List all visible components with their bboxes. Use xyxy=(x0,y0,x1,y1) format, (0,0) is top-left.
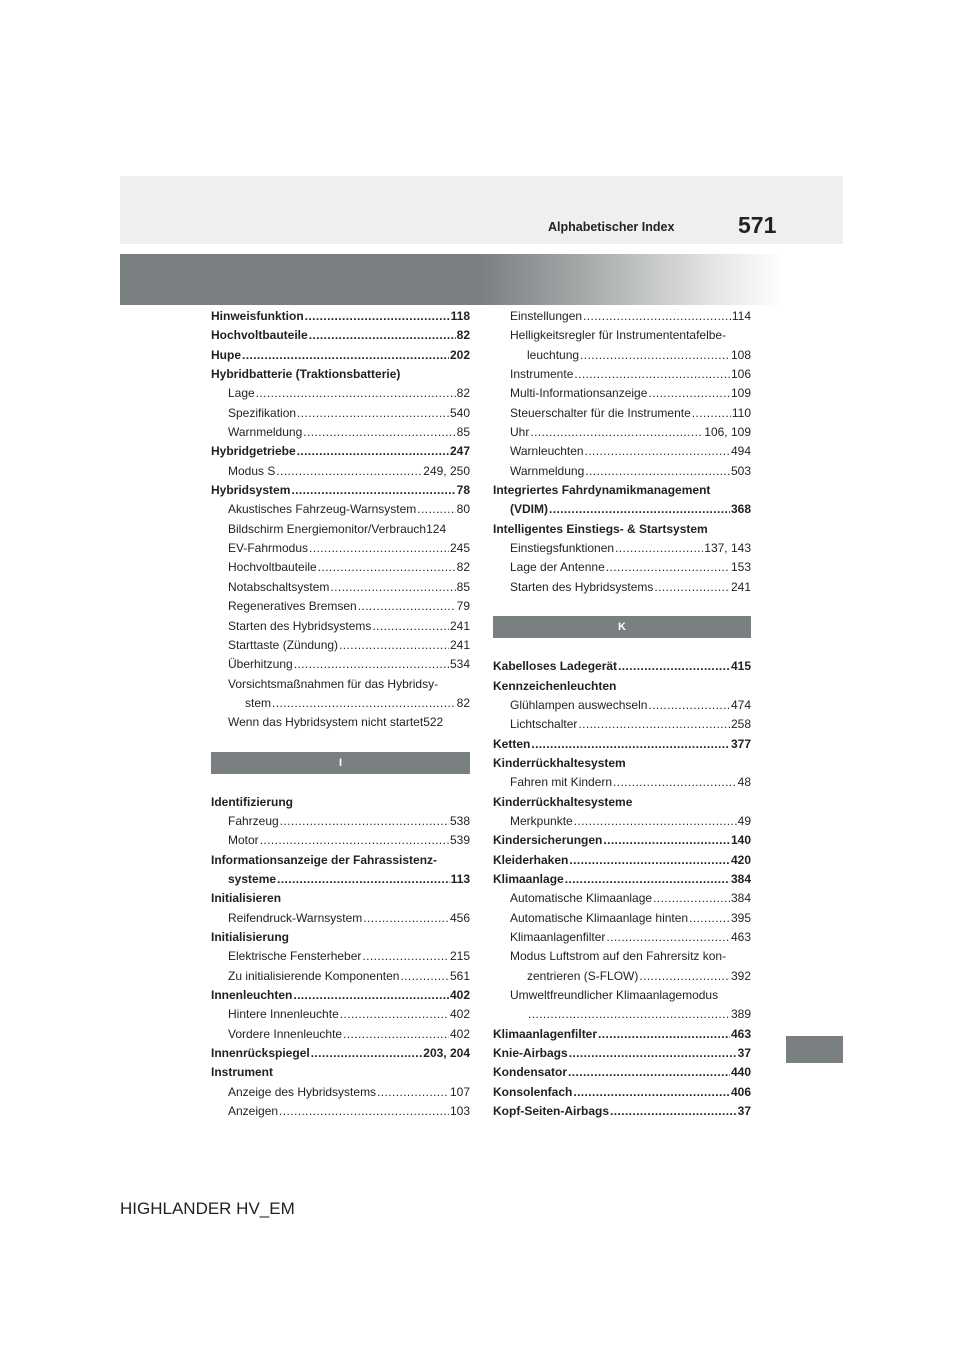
page-reference: 82 xyxy=(456,386,470,401)
dot-leader xyxy=(639,967,730,986)
index-term: Identifizierung xyxy=(211,794,293,809)
index-term: Einstellungen xyxy=(510,309,583,323)
index-entry xyxy=(211,578,470,597)
dot-leader xyxy=(568,1063,730,1082)
page-reference: 114 xyxy=(731,309,751,323)
page-reference: 249, 250 xyxy=(423,463,470,478)
index-entry xyxy=(211,481,470,500)
index-term: Warnmeldung xyxy=(228,425,303,440)
dot-leader xyxy=(330,578,455,597)
page-reference: 534 xyxy=(449,657,470,672)
index-term: Überhitzung xyxy=(228,657,293,672)
index-entry xyxy=(211,1005,470,1024)
dot-leader xyxy=(528,1005,730,1024)
index-entry xyxy=(493,715,751,734)
index-term: Integriertes Fahrdynamikmanagement xyxy=(493,483,711,498)
index-term: Spezifikation xyxy=(228,405,297,420)
index-entry xyxy=(211,442,470,461)
letter-section-header: K xyxy=(493,616,751,638)
dot-leader xyxy=(400,967,449,986)
page-reference: 241 xyxy=(449,637,470,652)
page-reference: 395 xyxy=(730,910,751,925)
dot-leader xyxy=(569,1044,737,1063)
index-term: Kinderrückhaltesystem xyxy=(493,755,626,770)
index-entry xyxy=(493,889,751,908)
page-reference: 85 xyxy=(456,425,470,440)
index-entry xyxy=(211,1083,470,1102)
index-term: Hochvoltbauteile xyxy=(228,560,317,575)
dot-leader xyxy=(417,500,455,519)
index-term: Motor xyxy=(228,833,259,848)
page-reference: 377 xyxy=(730,736,751,751)
index-entry xyxy=(211,909,470,928)
dot-leader xyxy=(242,346,449,365)
index-term: EV-Fahrmodus xyxy=(228,541,309,556)
dot-leader xyxy=(305,307,450,326)
dot-leader xyxy=(297,404,449,423)
index-term: Kennzeichenleuchten xyxy=(493,678,617,693)
page-reference: 82 xyxy=(456,695,470,710)
index-term: Bildschirm Energiemonitor/Verbrauch xyxy=(228,521,427,536)
dot-leader xyxy=(574,365,730,384)
page-reference: 37 xyxy=(737,1046,751,1061)
dot-leader xyxy=(318,558,456,577)
index-entry xyxy=(493,1083,751,1102)
dot-leader xyxy=(530,423,703,442)
index-term: Kabelloses Ladegerät xyxy=(493,659,618,674)
dot-leader xyxy=(297,442,449,461)
dot-leader xyxy=(294,655,449,674)
index-term: stem xyxy=(245,695,272,710)
index-entry xyxy=(211,597,470,616)
page-reference: 103 xyxy=(449,1104,470,1119)
index-term: Uhr xyxy=(510,425,530,440)
index-term: Starttaste (Zündung) xyxy=(228,637,339,652)
page-reference: 247 xyxy=(449,444,470,459)
page-reference: 82 xyxy=(456,560,470,575)
page-reference: 389 xyxy=(730,1007,751,1022)
index-entry xyxy=(211,986,470,1005)
index-term: Automatische Klimaanlage hinten xyxy=(510,910,689,925)
index-entry xyxy=(493,384,751,403)
index-entry xyxy=(493,735,751,754)
index-term: Akustisches Fahrzeug-Warnsystem xyxy=(228,502,417,517)
index-entry xyxy=(211,675,470,694)
index-entry xyxy=(493,578,751,597)
index-entry xyxy=(211,500,470,519)
index-term: Notabschaltsystem xyxy=(228,579,330,594)
index-term: Hinweisfunktion xyxy=(211,309,304,323)
index-entry xyxy=(211,636,470,655)
page-reference: 503 xyxy=(730,463,751,478)
page-reference: 392 xyxy=(730,968,751,983)
dot-leader xyxy=(606,558,730,577)
page-reference: 368 xyxy=(730,502,751,517)
page-reference: 106, 109 xyxy=(704,425,751,440)
index-entry xyxy=(493,986,751,1005)
section-title: Alphabetischer Index xyxy=(548,220,675,234)
page-reference: 463 xyxy=(730,929,751,944)
index-entry xyxy=(493,539,751,558)
dot-leader xyxy=(615,539,703,558)
index-entry xyxy=(493,404,751,423)
index-entry xyxy=(493,462,751,481)
dot-leader xyxy=(565,870,730,889)
index-term: Lage der Antenne xyxy=(510,560,605,575)
index-entry xyxy=(211,889,470,908)
index-term: Intelligentes Einstiegs- & Startsystem xyxy=(493,521,708,536)
dot-leader xyxy=(340,1005,449,1024)
index-entry xyxy=(493,677,751,696)
index-entry xyxy=(493,346,751,365)
index-term: Merkpunkte xyxy=(510,813,573,828)
index-term: Umweltfreundlicher Klimaanlagemodus xyxy=(510,988,719,1002)
index-term: Warnleuchten xyxy=(510,444,584,459)
index-entry xyxy=(493,870,751,889)
section-gap xyxy=(493,597,751,616)
page-reference: 561 xyxy=(449,968,470,983)
dot-leader xyxy=(279,1102,449,1121)
dot-leader xyxy=(580,346,730,365)
page-reference: 522 xyxy=(423,715,444,730)
index-entry xyxy=(211,967,470,986)
index-term: Lichtschalter xyxy=(510,717,578,732)
index-entry xyxy=(493,500,751,519)
page-reference: 406 xyxy=(730,1084,751,1099)
page-reference: 78 xyxy=(456,483,470,498)
dot-leader xyxy=(309,326,456,345)
index-entry xyxy=(493,1005,751,1024)
index-term: Hochvoltbauteile xyxy=(211,328,308,343)
index-entry xyxy=(493,558,751,577)
page-reference: 440 xyxy=(730,1065,751,1080)
index-entry xyxy=(211,1044,470,1063)
page-reference: 107 xyxy=(449,1084,470,1099)
dot-leader xyxy=(372,617,449,636)
page-reference: 215 xyxy=(449,949,470,964)
index-term: Klimaanlagenfilter xyxy=(493,1026,598,1041)
index-entry xyxy=(493,851,751,870)
dot-leader xyxy=(583,307,731,326)
index-term: Einstiegsfunktionen xyxy=(510,541,615,556)
dot-leader xyxy=(598,1025,730,1044)
page-reference: 153 xyxy=(730,560,751,575)
dot-leader xyxy=(569,851,730,870)
page-reference: 137, 143 xyxy=(704,541,751,556)
page-reference: 415 xyxy=(730,659,751,674)
index-entry xyxy=(493,812,751,831)
page-reference: 420 xyxy=(730,852,751,867)
dot-leader xyxy=(574,812,737,831)
page-reference: 113 xyxy=(450,871,470,886)
index-entry xyxy=(493,423,751,442)
index-entry xyxy=(493,326,751,345)
section-gap xyxy=(211,733,470,752)
index-term: Initialisierung xyxy=(211,929,290,944)
page-reference: 538 xyxy=(449,813,470,828)
dot-leader xyxy=(648,696,730,715)
dot-leader xyxy=(363,909,449,928)
index-term: Elektrische Fensterheber xyxy=(228,949,362,964)
page-reference: 402 xyxy=(449,988,470,1002)
index-term: Fahrzeug xyxy=(228,813,279,828)
dot-leader xyxy=(692,404,731,423)
dot-leader xyxy=(606,928,730,947)
index-entry xyxy=(211,1063,470,1082)
index-entry xyxy=(211,365,470,384)
index-term: Zu initialisierende Komponenten xyxy=(228,968,400,983)
page-reference: 140 xyxy=(730,833,751,848)
index-term: Helligkeitsregler für Instrumententafelbe- xyxy=(510,328,727,343)
index-entry xyxy=(211,812,470,831)
index-term: Hupe xyxy=(211,347,241,362)
index-term: Anzeige des Hybridsystems xyxy=(228,1084,377,1099)
index-entry xyxy=(493,1025,751,1044)
index-entry xyxy=(493,754,751,773)
index-term: Starten des Hybridsystems xyxy=(228,618,372,633)
dot-leader xyxy=(339,636,449,655)
index-term: Regeneratives Bremsen xyxy=(228,599,357,614)
index-term: Kleiderhaken xyxy=(493,852,569,867)
index-entry xyxy=(493,793,751,812)
page-reference: 241 xyxy=(730,579,751,594)
index-entry xyxy=(493,481,751,500)
index-entry xyxy=(493,909,751,928)
index-term: Kopf-Seiten-Airbags xyxy=(493,1104,610,1119)
index-entry xyxy=(211,326,470,345)
dot-leader xyxy=(260,831,449,850)
dot-leader xyxy=(689,909,730,928)
page-reference: 37 xyxy=(737,1104,751,1119)
dot-leader xyxy=(293,986,449,1005)
page-reference: 109 xyxy=(730,386,751,401)
index-term: Wenn das Hybridsystem nicht startet xyxy=(228,715,424,730)
dot-leader xyxy=(648,384,730,403)
page-reference: 110 xyxy=(731,405,751,420)
index-term: Hybridgetriebe xyxy=(211,444,296,459)
index-entry xyxy=(493,928,751,947)
index-entry xyxy=(211,1102,470,1121)
index-entry xyxy=(211,851,470,870)
index-entry xyxy=(211,947,470,966)
dot-leader xyxy=(311,1044,423,1063)
page-reference: 384 xyxy=(730,871,751,886)
page-reference: 245 xyxy=(449,541,470,556)
index-term: Innenrückspiegel xyxy=(211,1046,310,1061)
dot-leader xyxy=(303,423,455,442)
index-term: (VDIM) xyxy=(510,502,548,517)
index-entry xyxy=(211,870,470,889)
index-entry xyxy=(493,967,751,986)
index-term: Vordere Innenleuchte xyxy=(228,1026,343,1041)
index-entry xyxy=(493,657,751,676)
page-reference: 82 xyxy=(456,328,470,343)
page-reference: 49 xyxy=(737,813,751,828)
index-term: Fahren mit Kindern xyxy=(510,775,613,790)
page-reference: 456 xyxy=(449,910,470,925)
index-term: Instrumente xyxy=(510,367,574,382)
index-entry xyxy=(493,947,751,966)
dot-leader xyxy=(585,442,730,461)
index-entry xyxy=(493,1044,751,1063)
index-entry xyxy=(211,558,470,577)
index-term: Lage xyxy=(228,386,255,401)
dot-leader xyxy=(653,889,730,908)
page-reference: 539 xyxy=(449,833,470,848)
index-term: Vorsichtsmaßnahmen für das Hybridsy- xyxy=(228,676,439,691)
dot-leader xyxy=(578,715,730,734)
page-reference: 85 xyxy=(456,579,470,594)
footer-model-label: HIGHLANDER HV_EM xyxy=(120,1199,295,1218)
index-term: zentrieren (S-FLOW) xyxy=(527,968,639,983)
dot-leader xyxy=(610,1102,737,1121)
dot-leader xyxy=(613,773,737,792)
page-reference: 106 xyxy=(730,367,751,382)
index-term: Hybridsystem xyxy=(211,483,291,498)
index-term: Ketten xyxy=(493,736,531,751)
index-entry xyxy=(211,928,470,947)
index-term: Kinderrückhaltesysteme xyxy=(493,794,633,809)
index-term: Multi-Informationsanzeige xyxy=(510,386,648,401)
index-entry xyxy=(211,423,470,442)
index-entry xyxy=(493,1063,751,1082)
index-entry xyxy=(211,793,470,812)
page-reference: 80 xyxy=(456,502,470,517)
page-reference: 124 xyxy=(426,521,447,536)
page-number: 571 xyxy=(738,212,777,238)
index-column-right xyxy=(493,307,751,1121)
index-term: Anzeigen xyxy=(228,1104,279,1119)
index-entry xyxy=(211,694,470,713)
index-entry xyxy=(211,307,470,326)
index-entry xyxy=(211,1025,470,1044)
page-reference: 474 xyxy=(730,697,751,712)
page-reference: 241 xyxy=(449,618,470,633)
index-term: Klimaanlage xyxy=(493,871,564,886)
page-reference: 384 xyxy=(730,891,751,906)
dot-leader xyxy=(377,1083,449,1102)
page-reference: 402 xyxy=(449,1007,470,1022)
thumb-index-tab xyxy=(786,1036,843,1063)
index-column-left xyxy=(211,307,470,1121)
index-term: Hintere Innenleuchte xyxy=(228,1007,339,1022)
index-term: Kondensator xyxy=(493,1065,568,1080)
index-entry xyxy=(211,713,470,732)
index-term: leuchtung xyxy=(527,347,580,362)
index-term: Starten des Hybridsystems xyxy=(510,579,654,594)
index-term: Glühlampen auswechseln xyxy=(510,697,648,712)
dot-leader xyxy=(256,384,456,403)
index-term: Kindersicherungen xyxy=(493,833,603,848)
page-reference: 118 xyxy=(450,309,470,323)
dot-leader xyxy=(654,578,730,597)
page-reference: 202 xyxy=(449,347,470,362)
header-band xyxy=(120,176,843,244)
index-entry xyxy=(211,384,470,403)
index-entry xyxy=(211,404,470,423)
index-entry xyxy=(211,539,470,558)
page-reference: 402 xyxy=(449,1026,470,1041)
index-term: Klimaanlagenfilter xyxy=(510,929,606,944)
dot-leader xyxy=(276,462,422,481)
index-entry xyxy=(493,831,751,850)
index-term: Steuerschalter für die Instrumente xyxy=(510,405,691,420)
index-term: Informationsanzeige der Fahrassistenz- xyxy=(211,852,438,867)
dot-leader xyxy=(531,735,730,754)
page-reference: 203, 204 xyxy=(423,1046,470,1061)
index-term: Reifendruck-Warnsystem xyxy=(228,910,363,925)
index-term: Knie-Airbags xyxy=(493,1046,568,1061)
index-term: Automatische Klimaanlage xyxy=(510,891,653,906)
decorative-gradient-band xyxy=(120,254,843,305)
letter-section-header: I xyxy=(211,752,470,774)
index-entry xyxy=(211,346,470,365)
page-reference: 463 xyxy=(730,1026,751,1041)
index-entry xyxy=(493,307,751,326)
dot-leader xyxy=(358,597,456,616)
index-term: Hybridbatterie (Traktionsbatterie) xyxy=(211,367,401,382)
index-entry xyxy=(211,462,470,481)
dot-leader xyxy=(272,694,456,713)
dot-leader xyxy=(618,657,730,676)
page-reference: 258 xyxy=(730,717,751,732)
index-term: Konsolenfach xyxy=(493,1084,573,1099)
index-entry xyxy=(493,520,751,539)
page-reference: 48 xyxy=(737,775,751,790)
dot-leader xyxy=(573,1083,730,1102)
index-term: Innenleuchten xyxy=(211,988,293,1002)
index-entry xyxy=(211,831,470,850)
index-entry xyxy=(211,520,470,539)
dot-leader xyxy=(362,947,449,966)
page-reference: 108 xyxy=(730,347,751,362)
index-entry xyxy=(493,1102,751,1121)
index-term: Modus Luftstrom auf den Fahrersitz kon- xyxy=(510,949,727,964)
index-entry xyxy=(211,655,470,674)
dot-leader xyxy=(603,831,730,850)
index-term: Initialisieren xyxy=(211,891,282,906)
page-reference: 540 xyxy=(449,405,470,420)
dot-leader xyxy=(343,1025,449,1044)
index-term: systeme xyxy=(228,871,277,886)
page-reference: 79 xyxy=(456,599,470,614)
dot-leader xyxy=(291,481,455,500)
page-reference: 494 xyxy=(730,444,751,459)
dot-leader xyxy=(585,462,730,481)
index-entry xyxy=(493,442,751,461)
dot-leader xyxy=(309,539,449,558)
index-entry xyxy=(493,773,751,792)
index-term: Modus S xyxy=(228,463,276,478)
index-term: Warnmeldung xyxy=(510,463,585,478)
index-entry xyxy=(493,696,751,715)
index-term: Instrument xyxy=(211,1065,274,1080)
index-entry xyxy=(211,617,470,636)
index-entry xyxy=(493,365,751,384)
dot-leader xyxy=(280,812,449,831)
dot-leader xyxy=(549,500,730,519)
dot-leader xyxy=(277,870,450,889)
